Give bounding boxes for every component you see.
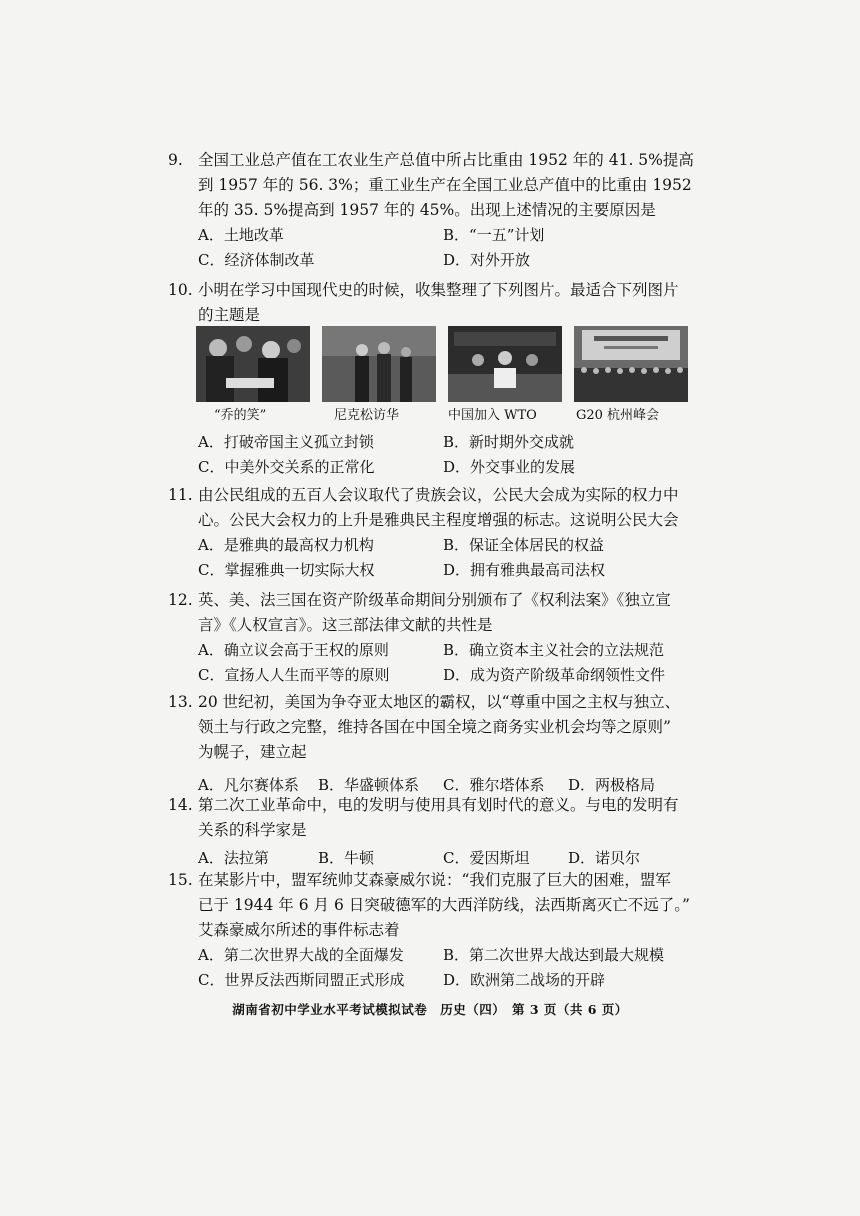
question-text: 为幌子，建立起 bbox=[198, 743, 307, 761]
question-text: 第二次工业革命中，电的发明与使用具有划时代的意义。与电的发明有 bbox=[198, 796, 679, 814]
question-10-options bbox=[168, 430, 708, 480]
option-b: B．第二次世界大战达到最大规模 bbox=[443, 946, 665, 964]
option-a: A．确立议会高于王权的原则 bbox=[198, 641, 389, 659]
option-row bbox=[168, 943, 708, 968]
question-text: 20 世纪初，美国为争夺亚太地区的霸权，以“尊重中国之主权与独立、 bbox=[198, 693, 681, 711]
question-number: 9. bbox=[168, 151, 183, 169]
option-d: D．拥有雅典最高司法权 bbox=[443, 561, 606, 579]
question-text: 关系的科学家是 bbox=[198, 821, 307, 839]
option-c: C．雅尔塔体系 bbox=[443, 776, 545, 794]
option-a: A．法拉第 bbox=[198, 849, 269, 867]
question-text: 领土与行政之完整，维持各国在中国全境之商务实业机会均等之原则” bbox=[198, 718, 671, 736]
option-c: C．爱因斯坦 bbox=[443, 849, 530, 867]
option-c: C．中美外交关系的正常化 bbox=[198, 458, 375, 476]
question-number: 14. bbox=[168, 796, 193, 814]
option-a: A．打破帝国主义孤立封锁 bbox=[198, 433, 374, 451]
option-b: B．“一五”计划 bbox=[443, 226, 545, 244]
option-row bbox=[168, 430, 708, 455]
option-d: D．对外开放 bbox=[443, 251, 531, 269]
question-11 bbox=[168, 483, 708, 583]
option-a: A．第二次世界大战的全面爆发 bbox=[198, 946, 404, 964]
photo-strip bbox=[196, 326, 688, 402]
question-14 bbox=[168, 793, 708, 871]
option-d: D．诺贝尔 bbox=[568, 849, 641, 867]
option-b: B．华盛顿体系 bbox=[318, 776, 420, 794]
photo-caption: “乔的笑” bbox=[214, 408, 267, 423]
option-c: C．世界反法西斯同盟正式形成 bbox=[198, 971, 405, 989]
option-c: C．掌握雅典一切实际大权 bbox=[198, 561, 375, 579]
question-text: 年的 35. 5%提高到 1957 年的 45%。出现上述情况的主要原因是 bbox=[198, 201, 656, 219]
question-text: 到 1957 年的 56. 3%；重工业生产在全国工业总产值中的比重由 1952 bbox=[198, 176, 692, 194]
photo-caption: 中国加入 WTO bbox=[448, 408, 537, 423]
question-13 bbox=[168, 690, 708, 798]
question-12 bbox=[168, 588, 708, 688]
option-b: B．牛顿 bbox=[318, 849, 375, 867]
option-row bbox=[168, 558, 708, 583]
option-d: D．外交事业的发展 bbox=[443, 458, 576, 476]
option-b: B．确立资本主义社会的立法规范 bbox=[443, 641, 665, 659]
question-text: 的主题是 bbox=[198, 306, 261, 324]
question-number: 13. bbox=[168, 693, 193, 711]
option-d: D．欧洲第二战场的开辟 bbox=[443, 971, 606, 989]
option-d: D．两极格局 bbox=[568, 776, 656, 794]
question-text: 在某影片中，盟军统帅艾森豪威尔说：“我们克服了巨大的困难，盟军 bbox=[198, 871, 671, 889]
page-footer: 湖南省初中学业水平考试模拟试卷 历史（四） 第 3 页（共 6 页） bbox=[232, 1002, 628, 1017]
option-b: B．保证全体居民的权益 bbox=[443, 536, 605, 554]
question-number: 12. bbox=[168, 591, 193, 609]
question-number: 11. bbox=[168, 486, 193, 504]
photo-qiao-laugh bbox=[196, 326, 310, 402]
option-row bbox=[168, 638, 708, 663]
photo-caption: G20 杭州峰会 bbox=[576, 408, 660, 423]
option-b: B．新时期外交成就 bbox=[443, 433, 575, 451]
question-text: 艾森豪威尔所述的事件标志着 bbox=[198, 921, 400, 939]
question-15 bbox=[168, 868, 708, 993]
question-9 bbox=[168, 148, 708, 273]
option-c: C．经济体制改革 bbox=[198, 251, 315, 269]
option-row bbox=[168, 455, 708, 480]
question-10 bbox=[168, 278, 708, 328]
option-row bbox=[168, 248, 708, 273]
question-number: 15. bbox=[168, 871, 193, 889]
question-text: 心。公民大会权力的上升是雅典民主程度增强的标志。这说明公民大会 bbox=[198, 511, 679, 529]
option-row bbox=[168, 533, 708, 558]
option-row bbox=[168, 223, 708, 248]
option-c: C．宣扬人人生而平等的原则 bbox=[198, 666, 390, 684]
option-row bbox=[168, 968, 708, 993]
question-text: 英、美、法三国在资产阶级革命期间分别颁布了《权利法案》《独立宣 bbox=[198, 591, 671, 609]
question-text: 全国工业总产值在工农业生产总值中所占比重由 1952 年的 41. 5%提高 bbox=[198, 151, 694, 169]
question-text: 已于 1944 年 6 月 6 日突破德军的大西洋防线，法西斯离灭亡不远了。” bbox=[198, 896, 690, 914]
photo-nixon-visit bbox=[322, 326, 436, 402]
photo-china-wto bbox=[448, 326, 562, 402]
option-a: A．土地改革 bbox=[198, 226, 284, 244]
question-text: 由公民组成的五百人会议取代了贵族会议，公民大会成为实际的权力中 bbox=[198, 486, 679, 504]
option-row bbox=[168, 663, 708, 688]
photo-g20-hangzhou bbox=[574, 326, 688, 402]
option-a: A．是雅典的最高权力机构 bbox=[198, 536, 374, 554]
photo-caption: 尼克松访华 bbox=[334, 408, 400, 423]
option-d: D．成为资产阶级革命纲领性文件 bbox=[443, 666, 666, 684]
question-text: 言》《人权宣言》。这三部法律文献的共性是 bbox=[198, 616, 493, 634]
question-text: 小明在学习中国现代史的时候，收集整理了下列图片。最适合下列图片 bbox=[198, 281, 679, 299]
question-number: 10. bbox=[168, 281, 193, 299]
option-a: A．凡尔赛体系 bbox=[198, 776, 299, 794]
